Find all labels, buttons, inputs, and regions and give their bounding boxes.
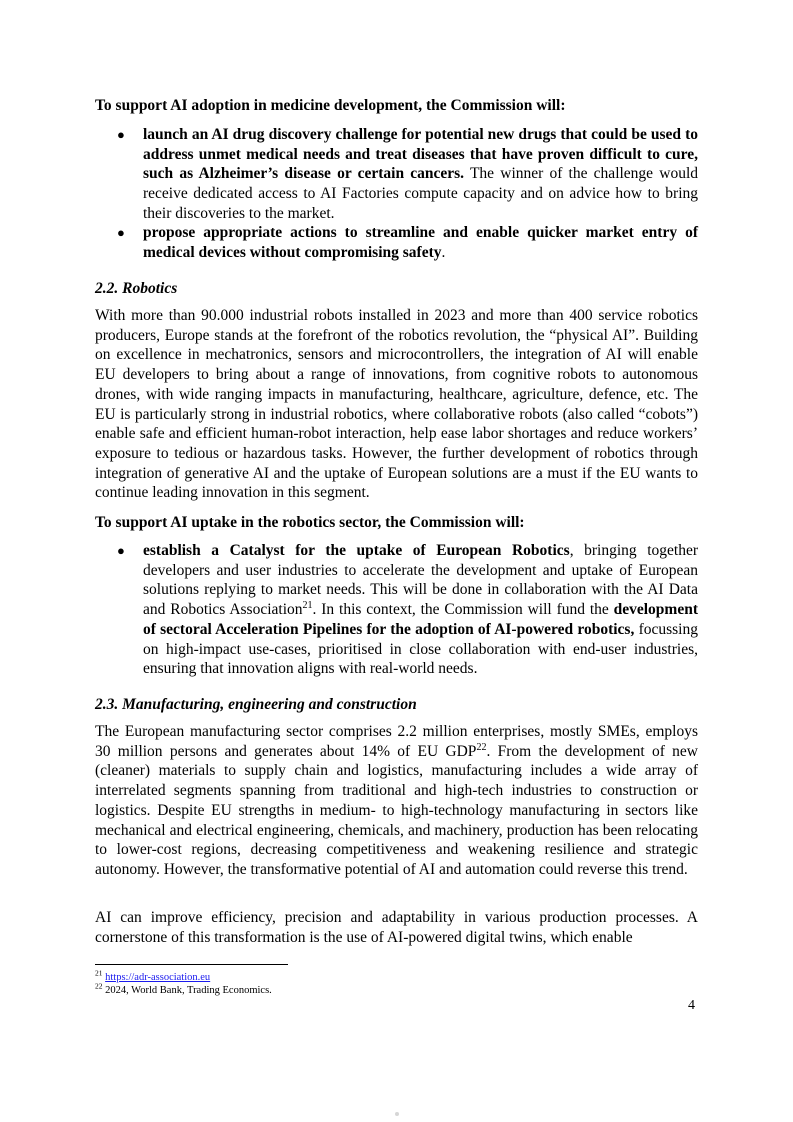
footnote-ref-21[interactable]: 21 [302,599,313,611]
footnote-separator [95,964,288,965]
scroll-indicator [395,1112,399,1116]
footnote-number: 22 [95,981,103,991]
bullet-icon: ● [117,225,125,240]
medicine-bullet-1 [143,125,698,224]
medicine-bullet-2-end: . [441,243,446,261]
footnote-21 [95,968,211,984]
robotics-bullet-1-text2: . In this context, the Commission will fund the [312,601,614,619]
medicine-bullet-2-bold: propose appropriate actions to streamline and enable quicker market entry of medical devices without compromising safety [143,224,698,261]
footnote-ref-22[interactable]: 22 [476,741,487,753]
medicine-bullet-2 [143,223,698,262]
robotics-paragraph: With more than 90.000 industrial robots installed in 2023 and more than 400 service robotics producers, Europe stands at the forefront of the robotics revolution, the “physical AI”. Building on excellence in mechatronics, sensors and microcontrollers, the integration of AI will enable EU developers to bring about a range of innovations, from cognitive robots to autonomous drones, with wide ranging impacts in manufacturing, healthcare, agriculture, defence, etc. The EU is particularly strong in industrial robotics, where collaborative robots (also called “cobots”) enable safe and efficient human-robot interaction, help ease labor shortages and reduce workers’ exposure to tedious or hazardous tasks. However, the further development of robotics through integration of generative AI and the uptake of European solutions are a must if the EU wants to continue leading innovation in this segment. [95,307,698,502]
robotics-bullet-1 [143,541,698,679]
robotics-bullet-1-text: , bringing together developers and user industries to accelerate the development and uptake of European solutions replying to market needs. This will be done in collaboration with the AI Data and Robotics Association [143,542,698,619]
robotics-bullet-1-bold: establish a Catalyst for the uptake of European Robotics [143,542,570,559]
manufacturing-para1-text: The European manufacturing sector comprises 2.2 million enterprises, mostly SMEs, employs 30 million persons and generates about 14% of EU GDP [95,723,698,760]
manufacturing-paragraph-2: AI can improve efficiency, precision and adaptability in various production processes. A cornerstone of this transformation is the use of AI-powered digital twins, which enable [95,909,698,946]
robotics-bullet-1-bold2: development of sectoral Acceleration Pipelines for the adoption of AI-powered robotics, [143,601,699,638]
medicine-bullet-1-text: The winner of the challenge would receive dedicated access to AI Factories compute capacity and on advice how to bring their discoveries to the market. [143,165,698,222]
medicine-lead: To support AI adoption in medicine development, the Commission will: [95,97,566,114]
footnote-number: 21 [95,968,103,978]
manufacturing-paragraph-1 [95,722,698,880]
footnote-text: 2024, World Bank, Trading Economics. [105,985,272,996]
bullet-icon: ● [117,543,125,558]
manufacturing-heading: 2.3. Manufacturing, engineering and construction [95,696,417,713]
manufacturing-para1-rest: . From the development of new (cleaner) materials to supply chain and logistics, manufacturing includes a wide array of interrelated segments spanning from traditional and high-tech industries to construction or logistics. Despite EU strengths in medium- to high-technology manufacturing in sectors like mechanical and electrical engineering, chemicals, and machinery, production has been relocating to lower-cost regions, decreasing competitiveness and weakening resilience and strategic autonomy. However, the transformative potential of AI and automation could reverse this trend. [95,742,698,878]
robotics-bullet-1-text3: focussing on high-impact use-cases, prioritised in close collaboration with end-user industries, ensuring that innovation aligns with real-world needs. [143,620,698,678]
robotics-lead: To support AI uptake in the robotics sector, the Commission will: [95,514,525,531]
bullet-icon: ● [117,127,125,142]
robotics-heading: 2.2. Robotics [95,280,178,297]
page-number: 4 [688,998,695,1013]
medicine-bullet-1-bold: launch an AI drug discovery challenge for potential new drugs that could be used to address unmet medical needs and treat diseases that have proven difficult to cure, such as Alzheimer’s disease or certain cancers. [143,126,698,183]
footnote-22 [95,981,272,997]
footnote-link[interactable]: https://adr-association.eu [105,972,211,983]
